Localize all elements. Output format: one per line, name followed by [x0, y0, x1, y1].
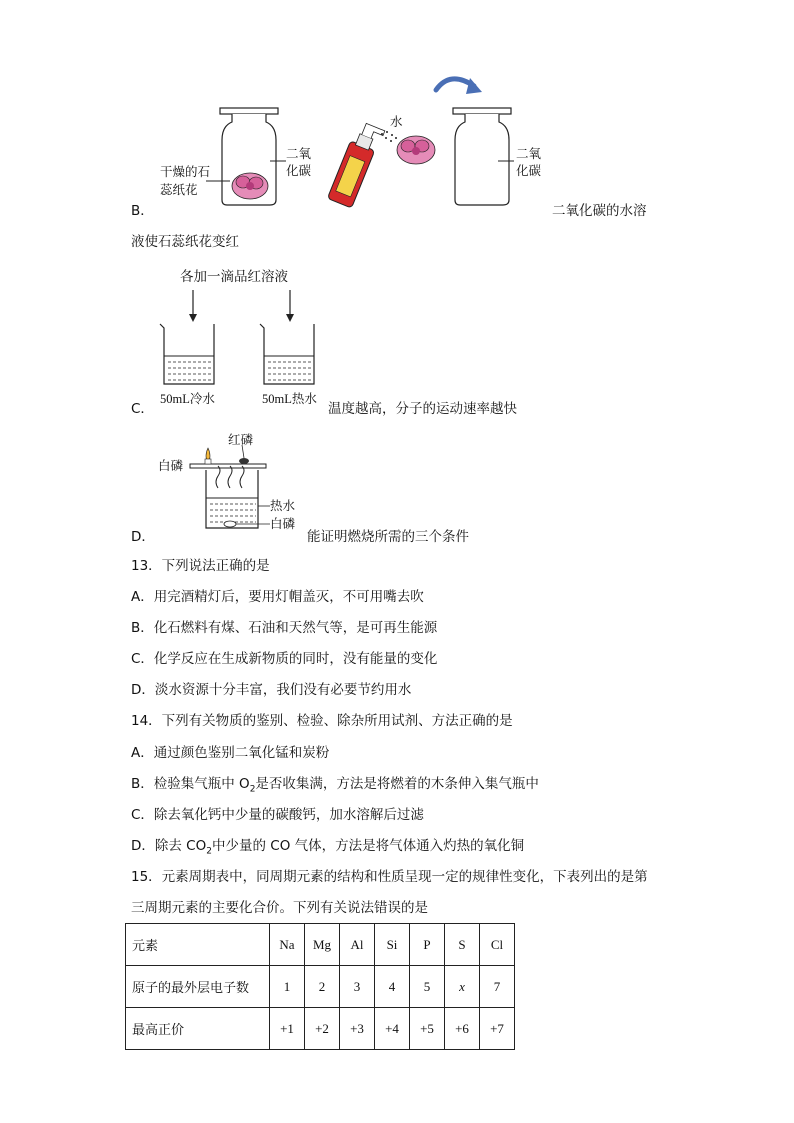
option-c-caption: 温度越高，分子的运动速率越快: [328, 401, 517, 417]
jar1-label-1: 二氧: [286, 146, 312, 161]
table-cell: +1: [270, 1008, 305, 1050]
q13-option-c: C．化学反应在生成新物质的同时，没有能量的变化: [131, 651, 438, 667]
q14-stem: 14．下列有关物质的鉴别、检验、除杂所用试剂、方法正确的是: [131, 713, 513, 729]
table-cell: +3: [340, 1008, 375, 1050]
q13-option-b: B．化石燃料有煤、石油和天然气等，是可再生能源: [131, 620, 438, 636]
table-cell: Cl: [480, 924, 515, 966]
q13-option-a: A．用完酒精灯后，要用灯帽盖灭，不可用嘴去吹: [131, 589, 424, 605]
table-cell: +2: [305, 1008, 340, 1050]
table-cell: Mg: [305, 924, 340, 966]
table-cell: 4: [375, 966, 410, 1008]
drop-arrow-2: [285, 290, 295, 324]
option-b-caption-2: 液使石蕊纸花变红: [131, 234, 239, 250]
paper-label-1: 干燥的石: [160, 164, 211, 179]
beaker-cold-label: 50mL冷水: [160, 392, 215, 406]
option-b-label: B．: [131, 203, 154, 219]
table-row: [126, 924, 515, 966]
beaker-hot: [258, 322, 320, 388]
option-d-caption: 能证明燃烧所需的三个条件: [307, 529, 469, 545]
option-b-caption-1: 二氧化碳的水溶: [552, 203, 647, 219]
litmus-flower-wet: [392, 130, 440, 170]
option-c-label: C．: [131, 401, 154, 417]
table-cell: 3: [340, 966, 375, 1008]
q14-option-d: D．除去 $CO_2$中少量的 CO 气体，方法是将气体通入灼热的氧化铜: [131, 838, 525, 857]
table-cell: S: [445, 924, 480, 966]
table-cell: +5: [410, 1008, 445, 1050]
water-label: 水: [390, 114, 403, 129]
magenta-drop-label: 各加一滴品红溶液: [180, 269, 288, 285]
table-cell: P: [410, 924, 445, 966]
table-cell: +4: [375, 1008, 410, 1050]
table-cell: 1: [270, 966, 305, 1008]
jar1-label-2: 化碳: [286, 163, 312, 178]
gas-jar-2: [443, 100, 523, 210]
table-cell: 5: [410, 966, 445, 1008]
q14-option-c: C．除去氧化钙中少量的碳酸钙，加水溶解后过滤: [131, 807, 424, 823]
table-cell-head: 最高正价: [126, 1008, 270, 1050]
jar2-label-1: 二氧: [516, 146, 542, 161]
table-cell: 2: [305, 966, 340, 1008]
combustion-apparatus: [186, 440, 276, 532]
q14-option-a: A．通过颜色鉴别二氧化锰和炭粉: [131, 745, 330, 761]
table-cell: Si: [375, 924, 410, 966]
paper-label-2: 蕊纸花: [160, 182, 198, 197]
table-cell: Na: [270, 924, 305, 966]
beaker-hot-label: 50mL热水: [262, 392, 317, 406]
q15-stem-line-1: 15．元素周期表中，同周期元素的结构和性质呈现一定的规律性变化，下表列出的是第: [131, 869, 648, 885]
table-cell: 7: [480, 966, 515, 1008]
hot-water-label: 热水: [270, 498, 296, 513]
table-cell: x: [445, 966, 480, 1008]
q14-option-b: B．检验集气瓶中 $O_2$是否收集满，方法是将燃着的木条伸入集气瓶中: [131, 776, 539, 795]
paper-pointer-line: [206, 180, 236, 184]
q13-stem: 13．下列说法正确的是: [131, 558, 270, 574]
beaker-cold: [158, 322, 220, 388]
q15-stem-line-2: 三周期元素的主要化合价。下列有关说法错误的是: [131, 900, 428, 916]
option-d-label: D．: [131, 529, 155, 545]
table-cell: +7: [480, 1008, 515, 1050]
jar2-label-2: 化碳: [516, 163, 542, 178]
drop-arrow-1: [188, 290, 198, 324]
table-cell-head: 元素: [126, 924, 270, 966]
jar2-pointer-line: [498, 160, 518, 164]
white-phosphorus-label-bottom: 白磷: [270, 516, 296, 531]
q13-option-d: D．淡水资源十分丰富，我们没有必要节约用水: [131, 682, 412, 698]
table-row: [126, 1008, 515, 1050]
table-cell: +6: [445, 1008, 480, 1050]
table-row: [126, 966, 515, 1008]
element-table: [125, 923, 515, 1050]
table-cell-head: 原子的最外层电子数: [126, 966, 270, 1008]
table-cell: Al: [340, 924, 375, 966]
spray-bottle-icon: [325, 112, 395, 212]
red-phosphorus-label: 红磷: [228, 432, 254, 447]
white-phosphorus-label-top: 白磷: [158, 458, 184, 473]
litmus-flower-dry: [228, 168, 274, 204]
